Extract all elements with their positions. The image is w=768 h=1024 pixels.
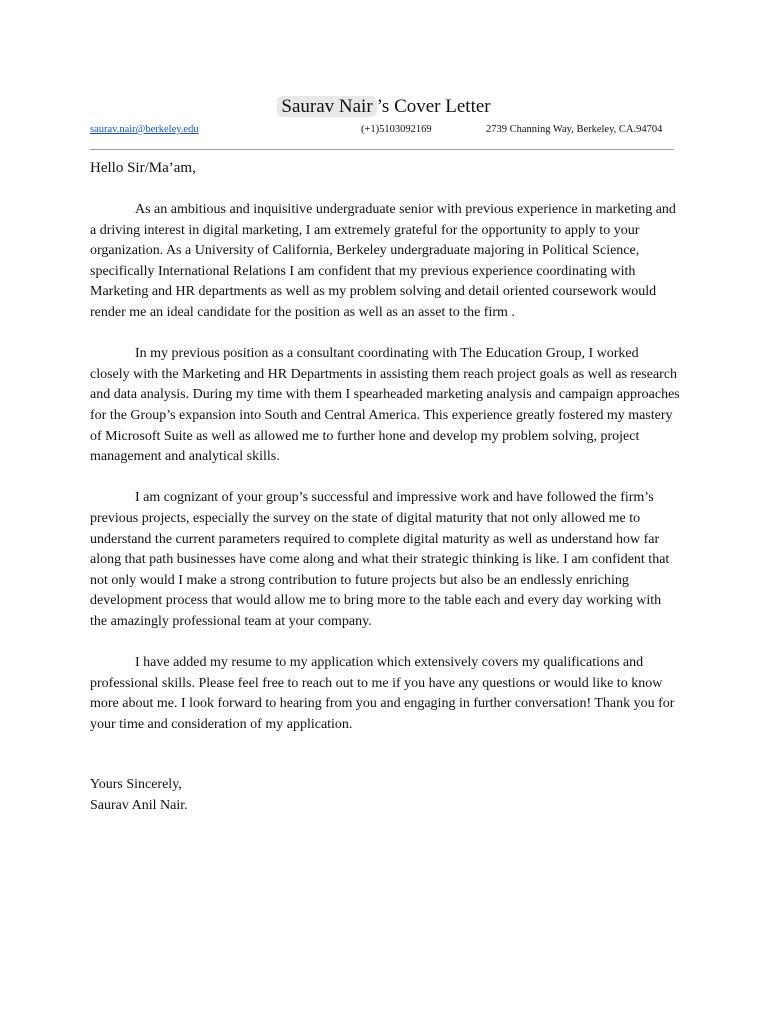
mailing-address: 2739 Channing Way, Berkeley, CA.94704 bbox=[486, 124, 663, 135]
letter-closing bbox=[90, 775, 188, 816]
greeting: Hello Sir/Ma’am, bbox=[90, 160, 196, 176]
header-divider bbox=[90, 149, 674, 150]
letter-body bbox=[90, 200, 680, 756]
paragraph-motivation: I am cognizant of your group’s successful and impressive work and have followed the firm’s previous projects, especially the survey on the state of digital maturity that not only allowed me to understand the current parameters required to complete digital maturity as well as understand how far along that path businesses have come along and what their strategic thinking is like. I am confident that not only would I make a strong contribution to future projects but also be an endlessly enriching development process that would allow me to bring more to the table each and every day working with the amazingly professional team at your company. bbox=[90, 490, 670, 629]
signature-name: Saurav Anil Nair. bbox=[90, 797, 188, 813]
valediction: Yours Sincerely, bbox=[90, 777, 182, 792]
document-title bbox=[0, 95, 768, 119]
title-suffix: ’s Cover Letter bbox=[376, 96, 491, 117]
phone-number: (+1)5103092169 bbox=[361, 124, 432, 135]
contact-info bbox=[90, 123, 676, 137]
applicant-name[interactable]: Saurav Nair bbox=[277, 96, 376, 117]
email-link[interactable]: saurav.nair@berkeley.edu bbox=[90, 124, 199, 135]
paragraph-experience: In my previous position as a consultant coordinating with The Education Group, I worked closely with the Marketing and HR Departments in assisting them reach project goals as well as research and data analysis. During my time with them I spearheaded marketing analysis and campaign approaches for the Group’s expansion into South and Central America. This experience greatly fostered my mastery of Microsoft Suite as well as allowed me to further hone and develop my problem solving, project management and analytical skills. bbox=[90, 346, 680, 465]
paragraph-intro: As an ambitious and inquisitive undergraduate senior with previous experience in marketing and a driving interest in digital marketing, I am extremely grateful for the opportunity to apply to your organization. As a University of California, Berkeley undergraduate majoring in Political Science, specifically International Relations I am confident that my previous experience coordinating with Marketing and HR departments as well as my problem solving and detail oriented coursework would render me an ideal candidate for the position as well as an asset to the firm . bbox=[90, 202, 676, 320]
paragraph-conclusion: I have added my resume to my application which extensively covers my qualifications and professional skills. Please feel free to reach out to me if you have any questions or would like to know more about me. I look forward to hearing from you and engaging in further conversation! Thank you for your time and consideration of my application. bbox=[90, 655, 675, 732]
